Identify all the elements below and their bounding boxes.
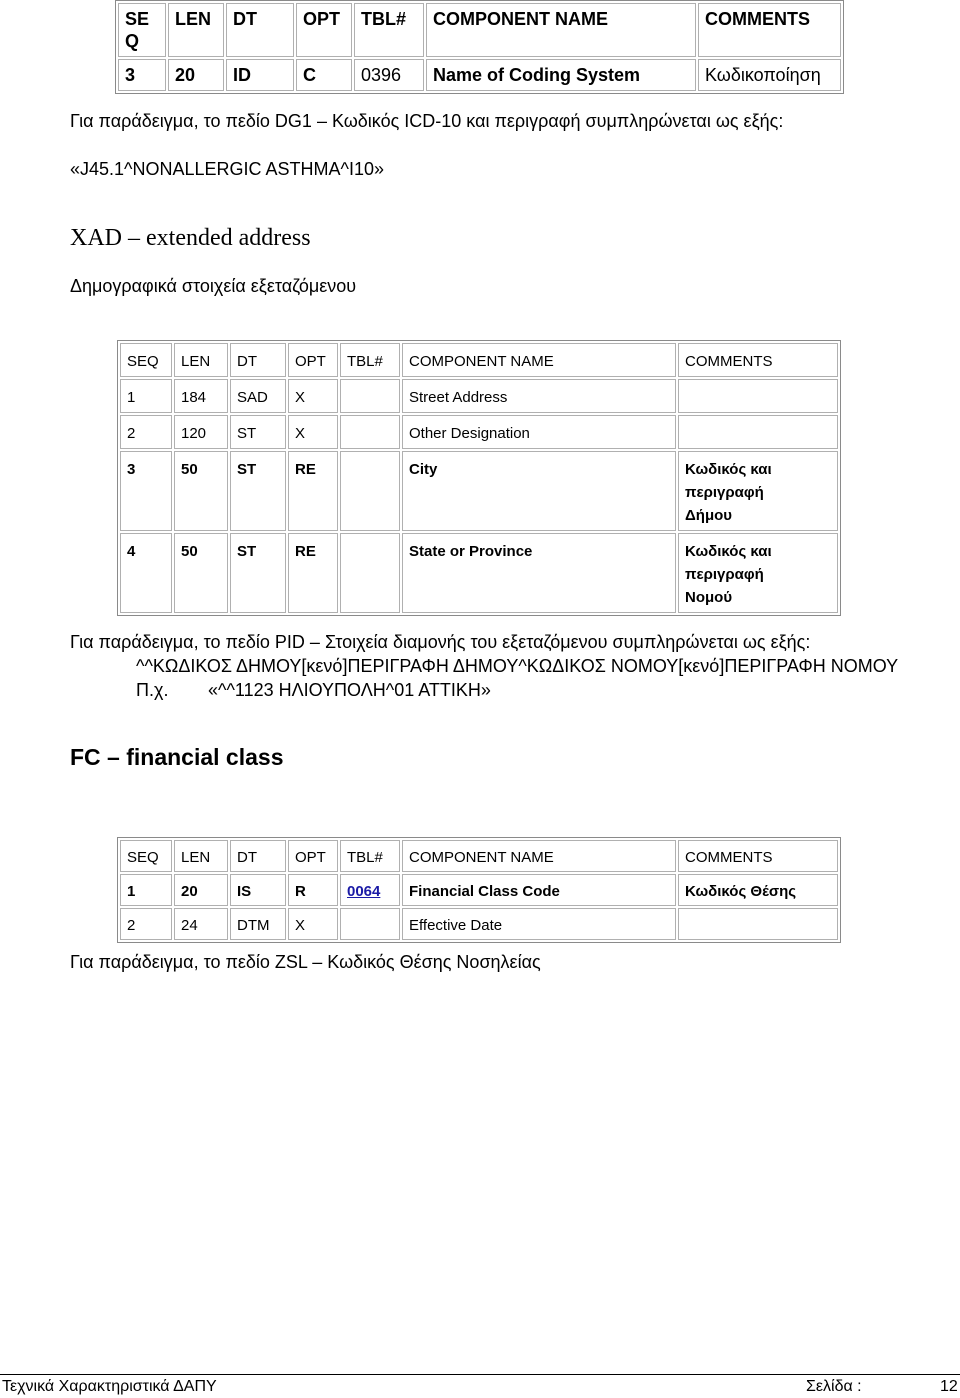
table-cell: 50: [174, 451, 228, 531]
dg1-example-text: Για παράδειγμα, το πεδίο DG1 – Κωδικός ICD-10 και περιγραφή συμπληρώνεται ως εξής:: [70, 111, 784, 131]
header-cell: SEQ: [120, 343, 172, 377]
header-seq-1: SE: [125, 9, 150, 29]
table-cell: [340, 533, 400, 613]
table-cell: Κωδικός και περιγραφή Δήμου: [678, 451, 838, 531]
table-cell: X: [288, 908, 338, 940]
table-cell: [678, 379, 838, 413]
dg1-example-value: «J45.1^NONALLERGIC ASTHMA^I10»: [70, 159, 385, 179]
header-cell: TBL#: [340, 840, 400, 872]
table-cell: RE: [288, 451, 338, 531]
footer-title: Τεχνικά Χαρακτηριστικά ΔΑΠΥ: [2, 1378, 217, 1395]
table-cell: Other Designation: [402, 415, 676, 449]
header-cell: DT: [230, 343, 286, 377]
table-cell: [678, 415, 838, 449]
header-seq-2: Q: [125, 31, 140, 51]
header-cell: COMPONENT NAME: [402, 343, 676, 377]
coding-system-table: [115, 0, 844, 94]
table-cell: 184: [174, 379, 228, 413]
table-cell: [340, 415, 400, 449]
header-cell: LEN: [168, 3, 224, 57]
table-cell: Κωδικός Θέσης: [678, 874, 838, 906]
header-cell: LEN: [174, 343, 228, 377]
table-cell: RE: [288, 533, 338, 613]
header-cell: DT: [230, 840, 286, 872]
table-cell: Κωδικοποίηση: [698, 59, 841, 91]
table-row: [120, 415, 838, 449]
table-row: [120, 908, 838, 940]
table-cell: Κωδικός και περιγραφή Νομού: [678, 533, 838, 613]
table-row: [120, 874, 838, 906]
table-cell: [340, 379, 400, 413]
table-cell: 50: [174, 533, 228, 613]
table-cell: ST: [230, 533, 286, 613]
header-cell: COMMENTS: [678, 840, 838, 872]
footer-page-label: Σελίδα :: [806, 1378, 862, 1395]
header-cell: COMPONENT NAME: [402, 840, 676, 872]
header-cell: COMMENTS: [678, 343, 838, 377]
table-0064-link[interactable]: 0064: [347, 883, 381, 900]
table-cell: 2: [120, 908, 172, 940]
table-cell: 2: [120, 415, 172, 449]
header-cell: DT: [226, 3, 294, 57]
table-cell: 120: [174, 415, 228, 449]
table-cell: 3: [120, 451, 172, 531]
table-cell: 20: [174, 874, 228, 906]
table-header-row: [120, 840, 838, 872]
header-cell: COMMENTS: [698, 3, 841, 57]
table-cell: 4: [120, 533, 172, 613]
table-cell: ST: [230, 415, 286, 449]
footer-page-number: 12: [940, 1378, 958, 1395]
table-cell: Effective Date: [402, 908, 676, 940]
xad-heading: XAD – extended address: [70, 225, 311, 251]
pid-example-text: Για παράδειγμα, το πεδίο PID – Στοιχεία διαμονής του εξεταζόμενου συμπληρώνεται ως εξής:: [70, 632, 811, 652]
table-cell: ST: [230, 451, 286, 531]
header-cell: OPT: [288, 343, 338, 377]
table-cell: 3: [118, 59, 166, 91]
table-cell: X: [288, 415, 338, 449]
table-row: [118, 59, 841, 91]
table-header-row: [120, 343, 838, 377]
table-cell: IS: [230, 874, 286, 906]
table-cell: 1: [120, 874, 172, 906]
header-cell: OPT: [296, 3, 352, 57]
table-cell: SAD: [230, 379, 286, 413]
table-cell: Financial Class Code: [402, 874, 676, 906]
header-cell: TBL#: [354, 3, 424, 57]
table-cell: DTM: [230, 908, 286, 940]
table-header-row: [118, 3, 841, 57]
table-cell: C: [296, 59, 352, 91]
table-row: [120, 533, 838, 613]
header-cell: TBL#: [340, 343, 400, 377]
table-cell: [678, 908, 838, 940]
table-cell: [340, 874, 400, 906]
zsl-example-text: Για παράδειγμα, το πεδίο ZSL – Κωδικός Θέσης Νοσηλείας: [70, 952, 541, 972]
table-cell: Name of Coding System: [426, 59, 696, 91]
header-cell: LEN: [174, 840, 228, 872]
pid-format-text: ^^ΚΩΔΙΚΟΣ ΔΗΜΟΥ[κενό]ΠΕΡΙΓΡΑΦΗ ΔΗΜΟΥ^ΚΩΔΙΚΟΣ ΝΟΜΟΥ[κενό]ΠΕΡΙΓΡΑΦΗ ΝΟΜΟΥ: [136, 656, 899, 676]
xad-subtitle: Δημογραφικά στοιχεία εξεταζόμενου: [70, 276, 357, 296]
table-cell: 24: [174, 908, 228, 940]
header-cell: COMPONENT NAME: [426, 3, 696, 57]
fc-table: [117, 837, 841, 943]
header-cell: OPT: [288, 840, 338, 872]
table-row: [120, 451, 838, 531]
pid-eg-label: Π.χ.: [136, 680, 169, 700]
table-row: [120, 379, 838, 413]
fc-heading: FC – financial class: [70, 744, 284, 770]
table-cell: R: [288, 874, 338, 906]
xad-table: [117, 340, 841, 616]
table-cell: X: [288, 379, 338, 413]
header-cell: SEQ: [120, 840, 172, 872]
table-cell: City: [402, 451, 676, 531]
table-cell: 20: [168, 59, 224, 91]
table-cell: State or Province: [402, 533, 676, 613]
header-cell: [118, 3, 166, 57]
table-cell: 1: [120, 379, 172, 413]
table-cell: ID: [226, 59, 294, 91]
table-cell: [340, 908, 400, 940]
table-cell: Street Address: [402, 379, 676, 413]
table-cell: 0396: [354, 59, 424, 91]
table-cell: [340, 451, 400, 531]
pid-eg-value: «^^1123 ΗΛΙΟΥΠΟΛΗ^01 ΑΤΤΙΚΗ»: [208, 680, 491, 700]
footer-divider: [0, 1374, 960, 1375]
